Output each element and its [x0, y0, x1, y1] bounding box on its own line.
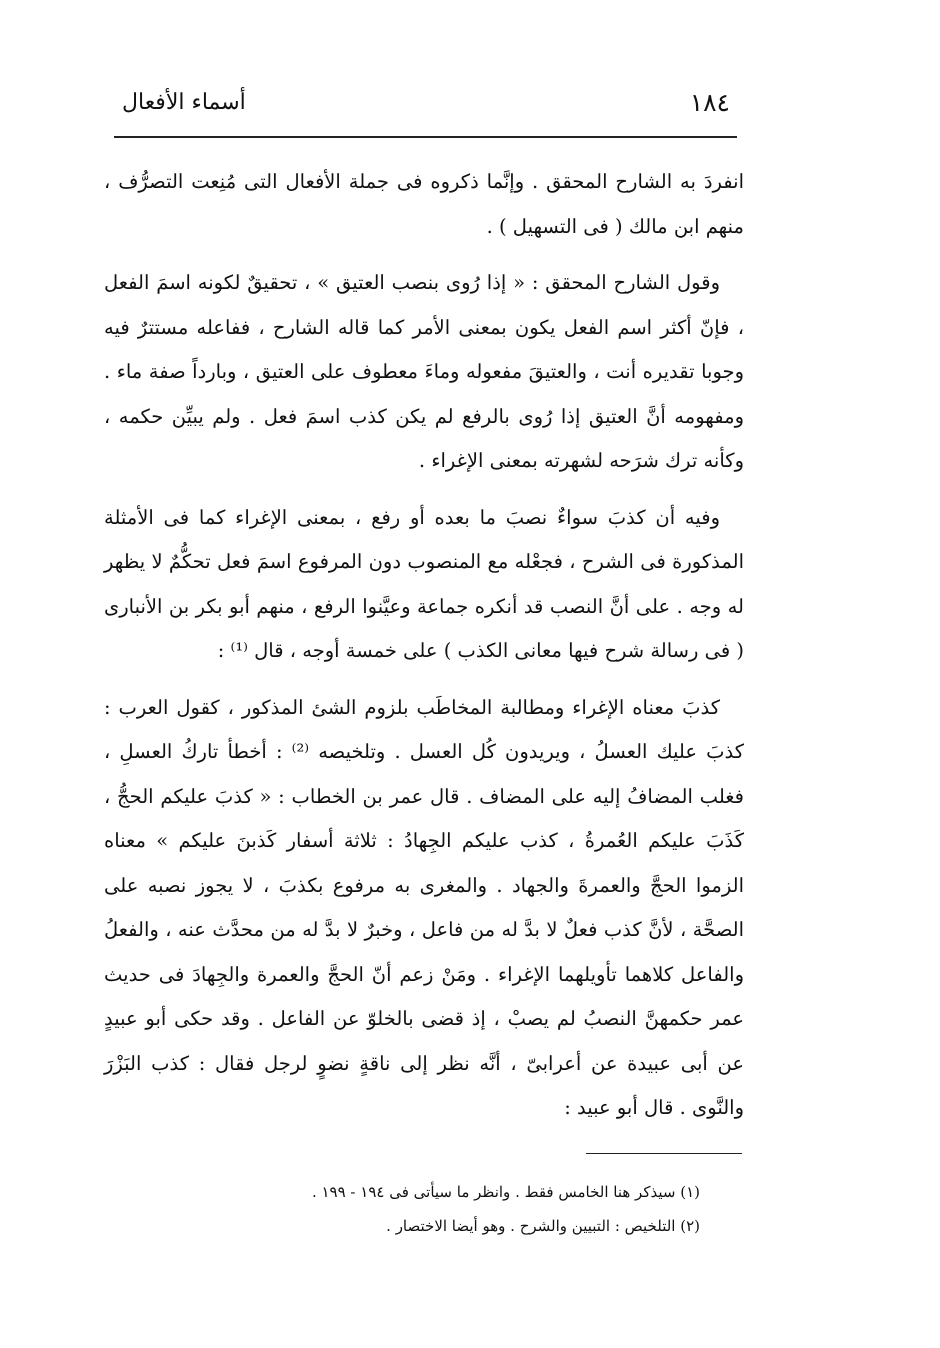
paragraph: كذبَ معناه الإغراء ومطالبة المخاطَب بلزوم الشئ المذكور ، كقول العرب : كذبَ عليك العسلُ ، ويريدون كُل العسل . وتلخيصه ⁽²⁾ : أخطأ تاركُ العسلِ ، فغلب المضافُ إليه على المضاف . قال عمر بن الخطاب : « كذبَ عليكم الحجُّ ، كَذَبَ عليكم العُمرةُ ، كذب عليكم الجِهادُ : ثلاثة أسفار كَذبنَ عليكم » معناه الزموا الحجَّ والعمرةَ والجهاد . والمغرى به مرفوع بكذبَ ، لا يجوز نصبه على الصحَّة ، لأنَّ كذب فعلٌ لا بدَّ له من فاعل ، وخبرٌ لا بدَّ له من محدَّث عنه ، والفعلُ والفاعل كلاهما تأويلهما الإغراء . ومَنْ زعم أنّ الحجَّ والعمرة والجِهادَ فى حديث عمر حكمهنَّ النصبُ لم يصبْ ، إذ قضى بالخلوّ عن الفاعل . وقد حكى أبو عبيدٍ عن أبى عبيدة عن أعرابىّ ، أنَّه نظر إلى ناقةٍ نضوٍ لرجل فقال : كذب البَزْرَ والنَّوى . قال أبو عبيد : [104, 695, 745, 1119]
paragraph: وقول الشارح المحقق : « إذا رُوى بنصب العتيق » ، تحقيقٌ لكونه اسمَ الفعل ، فإنّ أكثر اسم الفعل يكون بمعنى الأمر كما قاله الشارح ، ففاعله مستترٌ فيه وجوبا تقديره أنت ، والعتيقَ مفعوله وماءَ معطوف على العتيق ، وبارداً صفة ماء . ومفهومه أنَّ العتيق إذا رُوى بالرفع لم يكن كذب اسمَ فعل . ولم يبيِّن حكمه ، وكأنه ترك شرَحه لشهرته بمعنى الإغراء . [104, 271, 744, 472]
running-title: أسماء الأفعال [122, 90, 246, 115]
footnote: (١) سيذكر هنا الخامس فقط . وانظر ما سيأتى فى ١٩٤ - ١٩٩ . [311, 1183, 700, 1201]
footnote-rule [586, 1153, 742, 1154]
footnote: (٢) التلخيص : التبيين والشرح . وهو أيضا الاختصار . [386, 1217, 700, 1235]
paragraph: انفردَ به الشارح المحقق . وإنَّما ذكروه فى جملة الأفعال التى مُنِعت التصرُّف ، منهم ابن مالك ( فى التسهيل ) . [104, 170, 744, 238]
page-number: ١٨٤ [689, 88, 730, 117]
footnotes [200, 1175, 700, 1243]
header-rule [114, 136, 737, 138]
main-text [104, 160, 744, 1131]
page-header [112, 88, 736, 128]
paragraph: وفيه أن كذبَ سواءٌ نصبَ ما بعده أو رفع ، بمعنى الإغراء كما فى الأمثلة المذكورة فى الشرح ، فجعْله مع المنصوب دون المرفوع اسمَ فعل تحكُّمٌ لا يظهر له وجه . على أنَّ النصب قد أنكره جماعة وعيَّنوا الرفع ، منهم أبو بكر بن الأنبارى ( فى رسالة شرح فيها معانى الكذب ) على خمسة أوجه ، قال ⁽¹⁾ : [104, 505, 744, 662]
